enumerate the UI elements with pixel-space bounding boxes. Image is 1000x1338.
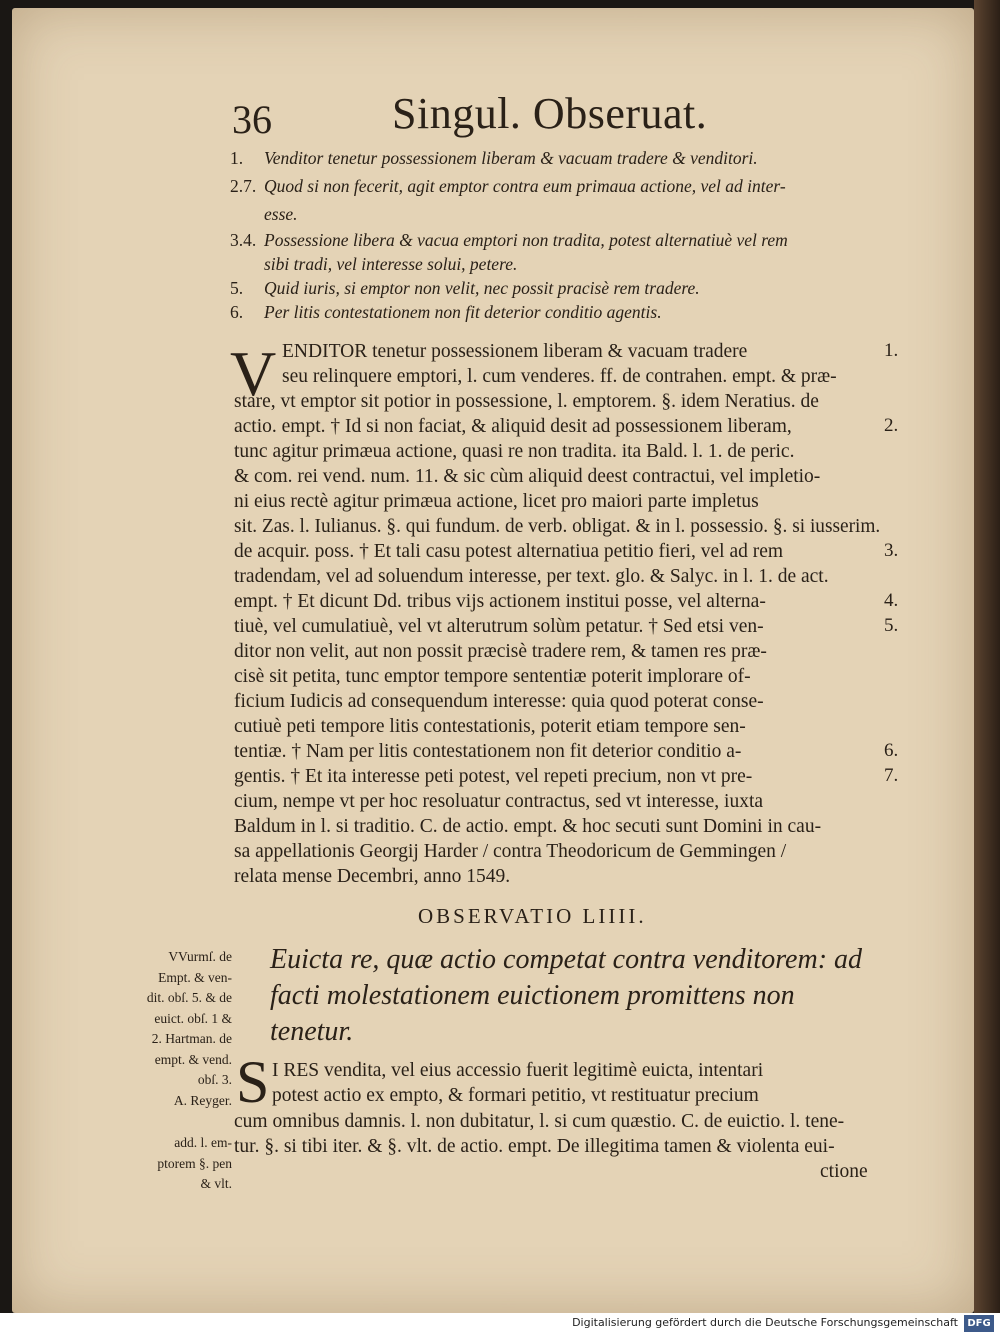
- side-note-line: euict. obſ. 1 &: [154, 1010, 232, 1026]
- side-note-line: Empt. & ven-: [158, 969, 232, 985]
- body-line: cium, nempe vt per hoc resoluatur contractus, sed vt interesse, iuxta: [234, 791, 764, 812]
- side-note-line: A. Reyger.: [173, 1092, 232, 1108]
- side-note-line: obſ. 3.: [197, 1072, 232, 1087]
- summary-line: [230, 204, 298, 225]
- body-line: & com. rei vend. num. 11. & sic cùm aliquid deest contractui, vel impletio-: [234, 466, 821, 487]
- side-note-line: empt. & vend.: [154, 1051, 232, 1067]
- body-line: potest actio ex empto, & formari petitio, vt restituatur precium: [272, 1085, 759, 1106]
- side-note-line: 2. Hartman. de: [151, 1031, 232, 1046]
- observation-heading: OBSERVATIO LIIII.: [418, 904, 647, 928]
- margin-number: 4.: [884, 590, 899, 611]
- body-line: gentis. † Et ita interesse peti potest, vel repeti precium, non vt pre-: [234, 766, 753, 787]
- summary-text: esse.: [264, 204, 298, 224]
- summary-text: sibi tradi, vel interesse solui, petere.: [264, 254, 518, 274]
- body-line: tunc agitur primæua actione, quasi re non tradita. ita Bald. l. 1. de peric.: [234, 441, 795, 462]
- summary-text: Venditor tenetur possessionem liberam & vacuam tradere & venditori.: [264, 148, 758, 168]
- side-note-line: ptorem §. pen: [157, 1155, 232, 1171]
- observation-summary-line: facti molestationem euictionem promittens non: [270, 980, 795, 1011]
- summary-line: [230, 302, 662, 323]
- summary-number: 1.: [230, 148, 244, 168]
- body-line: tiuè, vel cumulatiuè, vel vt alterutrum solùm petatur. † Sed etsi ven-: [234, 616, 764, 637]
- summary-line: [230, 254, 517, 275]
- body-line: I RES vendita, vel eius accessio fuerit legitimè euicta, intentari: [272, 1060, 764, 1081]
- body-line: ctione: [820, 1161, 868, 1182]
- observation-summary-line: tenetur.: [270, 1016, 354, 1047]
- body-line: cum omnibus damnis. l. non dubitatur, l. si cum quæstio. C. de euictio. l. tene-: [234, 1111, 845, 1132]
- body-line: tentiæ. † Nam per litis contestationem non fit deterior conditio a-: [234, 741, 742, 762]
- observation-summary-line: Euicta re, quæ actio competat contra venditorem: ad: [270, 944, 863, 975]
- summary-text: Per litis contestationem non fit deterior conditio agentis.: [264, 302, 662, 322]
- body-line: stare, vt emptor sit potior in possessione, l. emptorem. §. idem Neratius. de: [234, 391, 819, 412]
- running-title: Singul. Obseruat.: [392, 89, 708, 138]
- body-line: ni eius rectè agitur primæua actione, licet pro maiori parte impletus: [234, 491, 759, 512]
- summary-line: [230, 176, 786, 197]
- body-line: ficium Iudicis ad consequendum interesse: quia quod poterat conse-: [234, 691, 764, 712]
- body-line: tradendam, vel ad soluendum interesse, per text. glo. & Salyc. in l. 1. de act.: [234, 566, 829, 587]
- side-note-line: & vlt.: [200, 1176, 232, 1191]
- body-line: seu relinquere emptori, l. cum venderes. ff. de contrahen. empt. & præ-: [282, 366, 837, 387]
- summary-text: Quid iuris, si emptor non velit, nec possit pracisè rem tradere.: [264, 278, 700, 298]
- margin-number: 6.: [884, 740, 899, 761]
- margin-number: 3.: [884, 540, 899, 561]
- drop-cap: S: [236, 1049, 270, 1115]
- margin-number: 1.: [884, 340, 899, 361]
- body-line: cisè sit petita, tunc emptor tempore sententiæ poterit implorare of-: [234, 666, 751, 687]
- body-line: de acquir. poss. † Et tali casu potest alternatiua petitio fieri, vel ad rem: [234, 541, 784, 562]
- body-line: cutiuè peti tempore litis contestationis, poterit etiam tempore sen-: [234, 716, 746, 737]
- side-note-line: VVurmſ. de: [168, 949, 232, 964]
- margin-number: 5.: [884, 615, 899, 636]
- book-gutter: [974, 0, 1000, 1313]
- summary-line: [230, 278, 700, 299]
- body-line: actio. empt. † Id si non faciat, & aliquid desit ad possessionem liberam,: [234, 416, 792, 437]
- body-line: ENDITOR tenetur possessionem liberam & vacuam tradere: [282, 341, 748, 362]
- summary-number: 3.4.: [230, 230, 257, 250]
- body-line: tur. §. si tibi iter. & §. vlt. de actio. empt. De illegitima tamen & violenta eui-: [234, 1136, 835, 1157]
- body-line: sit. Zas. l. Iulianus. §. qui fundum. de verb. obligat. & in l. possessio. §. si iusserim.: [234, 516, 881, 537]
- side-note: [140, 950, 232, 1114]
- body-line: empt. † Et dicunt Dd. tribus vijs actionem institui posse, vel alterna-: [234, 591, 766, 612]
- summary-number: 6.: [230, 302, 244, 322]
- summary-line: [230, 148, 758, 169]
- margin-number: 2.: [884, 415, 899, 436]
- page-number: 36: [232, 97, 272, 142]
- body-line: relata mense Decembri, anno 1549.: [234, 866, 511, 887]
- summary-text: Quod si non fecerit, agit emptor contra eum primaua actione, vel ad inter-: [264, 176, 786, 196]
- side-note-line: add. l. em-: [174, 1135, 232, 1150]
- summary-number: 5.: [230, 278, 244, 298]
- summary-text: Possessione libera & vacua emptori non tradita, potest alternatiuè vel rem: [264, 230, 788, 250]
- summary-line: [230, 230, 788, 251]
- body-line: Baldum in l. si traditio. C. de actio. empt. & hoc secuti sunt Domini in cau-: [234, 816, 822, 837]
- side-note: [140, 1136, 232, 1198]
- digitization-credit: Digitalisierung gefördert durch die Deutsche Forschungsgemeinschaft: [572, 1316, 958, 1329]
- drop-cap: V: [230, 338, 277, 409]
- summary-number: 2.7.: [230, 176, 257, 196]
- side-note-line: dit. obſ. 5. & de: [146, 990, 232, 1005]
- dfg-logo: DFG: [964, 1315, 994, 1332]
- body-line: sa appellationis Georgij Harder / contra Theodoricum de Gemmingen /: [234, 841, 787, 862]
- margin-number: 7.: [884, 765, 899, 786]
- body-line: ditor non velit, aut non possit præcisè tradere rem, & tamen res præ-: [234, 641, 767, 662]
